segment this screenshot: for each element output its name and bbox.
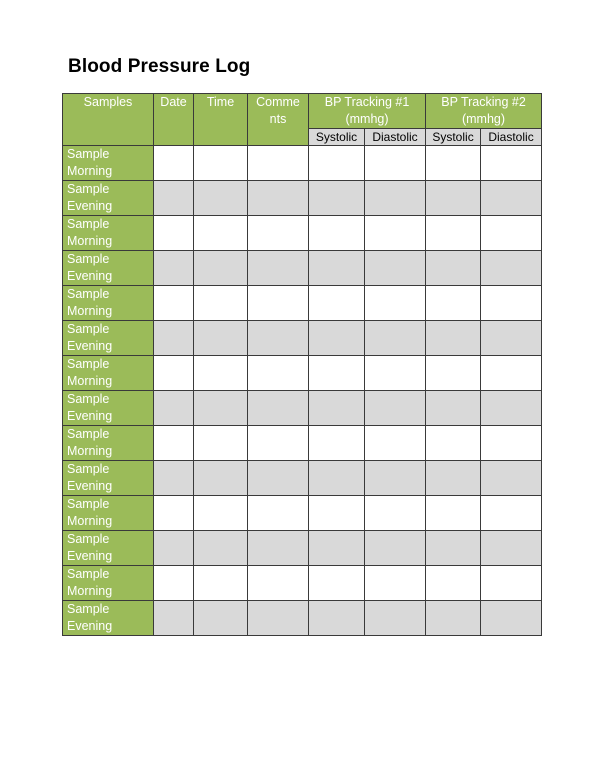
systolic-2-cell[interactable]: [426, 601, 481, 636]
sample-label-line1: Sample: [67, 322, 110, 336]
table-row: [63, 251, 542, 286]
sample-label-cell: [63, 461, 154, 496]
sample-label-line2: Evening: [67, 199, 113, 213]
comments-cell[interactable]: [248, 286, 309, 321]
comments-cell[interactable]: [248, 146, 309, 181]
date-cell[interactable]: [154, 601, 194, 636]
time-cell[interactable]: [194, 216, 248, 251]
date-cell[interactable]: [154, 426, 194, 461]
sample-label-line1: Sample: [67, 462, 110, 476]
sample-label-line1: Sample: [67, 182, 110, 196]
systolic-2-cell[interactable]: [426, 426, 481, 461]
sample-label-line2: Evening: [67, 409, 113, 423]
header-bp-tracking-1: [309, 94, 426, 129]
sample-label-line1: Sample: [67, 567, 110, 581]
systolic-1-cell[interactable]: [309, 251, 365, 286]
systolic-2-cell[interactable]: [426, 461, 481, 496]
sample-label-line2: Morning: [67, 304, 113, 318]
diastolic-2-cell[interactable]: [481, 531, 542, 566]
sample-label-line1: Sample: [67, 392, 110, 406]
comments-cell[interactable]: [248, 391, 309, 426]
table-row: [63, 601, 542, 636]
diastolic-1-cell[interactable]: [365, 426, 426, 461]
header-bp1-line2: (mmhg): [345, 112, 389, 126]
diastolic-2-cell[interactable]: [481, 286, 542, 321]
table-row: [63, 146, 542, 181]
log-body: [63, 146, 542, 636]
table-row: [63, 426, 542, 461]
header-samples: Samples: [63, 94, 154, 146]
header-bp-tracking-2: [426, 94, 542, 129]
sample-label-line2: Evening: [67, 479, 113, 493]
systolic-1-cell[interactable]: [309, 426, 365, 461]
comments-cell[interactable]: [248, 496, 309, 531]
systolic-2-cell[interactable]: [426, 566, 481, 601]
table-row: [63, 461, 542, 496]
sample-label-line2: Morning: [67, 444, 113, 458]
sample-label-cell: [63, 391, 154, 426]
systolic-2-cell[interactable]: [426, 251, 481, 286]
time-cell[interactable]: [194, 321, 248, 356]
header-bp2-line1: BP Tracking #2: [441, 95, 526, 109]
systolic-2-cell[interactable]: [426, 391, 481, 426]
systolic-1-cell[interactable]: [309, 321, 365, 356]
table-row: [63, 531, 542, 566]
comments-cell[interactable]: [248, 601, 309, 636]
header-comments: [248, 94, 309, 146]
sample-label-line2: Morning: [67, 164, 113, 178]
sample-label-cell: [63, 146, 154, 181]
header-bp2-line2: (mmhg): [461, 112, 506, 126]
time-cell[interactable]: [194, 356, 248, 391]
sample-label-line1: Sample: [67, 602, 110, 616]
systolic-1-cell[interactable]: [309, 181, 365, 216]
diastolic-1-cell[interactable]: [365, 216, 426, 251]
blood-pressure-table: [62, 93, 542, 636]
time-cell[interactable]: [194, 601, 248, 636]
sample-label-cell: [63, 426, 154, 461]
header-date: Date: [154, 94, 194, 146]
comments-cell[interactable]: [248, 531, 309, 566]
sample-label-line2: Evening: [67, 619, 113, 633]
date-cell[interactable]: [154, 356, 194, 391]
systolic-2-cell[interactable]: [426, 146, 481, 181]
sample-label-cell: [63, 181, 154, 216]
sample-label-line1: Sample: [67, 532, 110, 546]
sample-label-line2: Evening: [67, 339, 113, 353]
comments-cell[interactable]: [248, 356, 309, 391]
diastolic-2-cell[interactable]: [481, 356, 542, 391]
table-row: [63, 356, 542, 391]
systolic-2-cell[interactable]: [426, 286, 481, 321]
diastolic-1-cell[interactable]: [365, 181, 426, 216]
date-cell[interactable]: [154, 391, 194, 426]
diastolic-1-cell[interactable]: [365, 321, 426, 356]
time-cell[interactable]: [194, 531, 248, 566]
systolic-1-cell[interactable]: [309, 391, 365, 426]
date-cell[interactable]: [154, 181, 194, 216]
diastolic-2-cell[interactable]: [481, 496, 542, 531]
header-diastolic-2: Diastolic: [481, 129, 542, 146]
date-cell[interactable]: [154, 496, 194, 531]
comments-cell[interactable]: [248, 321, 309, 356]
sample-label-cell: [63, 496, 154, 531]
diastolic-1-cell[interactable]: [365, 601, 426, 636]
systolic-1-cell[interactable]: [309, 286, 365, 321]
systolic-2-cell[interactable]: [426, 321, 481, 356]
systolic-2-cell[interactable]: [426, 181, 481, 216]
sample-label-line2: Morning: [67, 514, 113, 528]
sample-label-line2: Evening: [67, 549, 113, 563]
sample-label-cell: [63, 566, 154, 601]
diastolic-2-cell[interactable]: [481, 146, 542, 181]
comments-cell[interactable]: [248, 216, 309, 251]
systolic-1-cell[interactable]: [309, 356, 365, 391]
header-diastolic-1: Diastolic: [365, 129, 426, 146]
systolic-2-cell[interactable]: [426, 496, 481, 531]
diastolic-1-cell[interactable]: [365, 531, 426, 566]
systolic-1-cell[interactable]: [309, 566, 365, 601]
sample-label-line2: Morning: [67, 234, 113, 248]
systolic-2-cell[interactable]: [426, 356, 481, 391]
time-cell[interactable]: [194, 286, 248, 321]
table-row: [63, 321, 542, 356]
header-time: Time: [194, 94, 248, 146]
date-cell[interactable]: [154, 146, 194, 181]
header-systolic-1: Systolic: [309, 129, 365, 146]
diastolic-1-cell[interactable]: [365, 356, 426, 391]
date-cell[interactable]: [154, 286, 194, 321]
systolic-1-cell[interactable]: [309, 216, 365, 251]
sample-label-cell: [63, 321, 154, 356]
sample-label-cell: [63, 251, 154, 286]
comments-cell[interactable]: [248, 181, 309, 216]
systolic-1-cell[interactable]: [309, 601, 365, 636]
diastolic-1-cell[interactable]: [365, 146, 426, 181]
table-row: [63, 286, 542, 321]
systolic-2-cell[interactable]: [426, 531, 481, 566]
time-cell[interactable]: [194, 461, 248, 496]
time-cell[interactable]: [194, 426, 248, 461]
header-systolic-2: Systolic: [426, 129, 481, 146]
diastolic-2-cell[interactable]: [481, 251, 542, 286]
header-comments-line2: nts: [269, 112, 287, 126]
sample-label-line1: Sample: [67, 497, 110, 511]
comments-cell[interactable]: [248, 251, 309, 286]
diastolic-2-cell[interactable]: [481, 181, 542, 216]
diastolic-1-cell[interactable]: [365, 496, 426, 531]
diastolic-2-cell[interactable]: [481, 426, 542, 461]
sample-label-cell: [63, 216, 154, 251]
time-cell[interactable]: [194, 391, 248, 426]
page-title: Blood Pressure Log: [68, 56, 251, 77]
diastolic-1-cell[interactable]: [365, 286, 426, 321]
diastolic-2-cell[interactable]: [481, 391, 542, 426]
systolic-1-cell[interactable]: [309, 461, 365, 496]
systolic-1-cell[interactable]: [309, 146, 365, 181]
sample-label-line1: Sample: [67, 287, 110, 301]
header-comments-line1: Comme: [256, 95, 300, 109]
sample-label-line1: Sample: [67, 217, 110, 231]
diastolic-2-cell[interactable]: [481, 216, 542, 251]
diastolic-1-cell[interactable]: [365, 566, 426, 601]
diastolic-1-cell[interactable]: [365, 391, 426, 426]
sample-label-line1: Sample: [67, 427, 110, 441]
diastolic-1-cell[interactable]: [365, 461, 426, 496]
time-cell[interactable]: [194, 251, 248, 286]
sample-label-line2: Morning: [67, 584, 113, 598]
systolic-2-cell[interactable]: [426, 216, 481, 251]
date-cell[interactable]: [154, 461, 194, 496]
header-bp1-line1: BP Tracking #1: [324, 95, 410, 109]
table-row: [63, 216, 542, 251]
comments-cell[interactable]: [248, 461, 309, 496]
sample-label-line2: Evening: [67, 269, 113, 283]
systolic-1-cell[interactable]: [309, 531, 365, 566]
diastolic-2-cell[interactable]: [481, 566, 542, 601]
systolic-1-cell[interactable]: [309, 496, 365, 531]
comments-cell[interactable]: [248, 426, 309, 461]
diastolic-2-cell[interactable]: [481, 461, 542, 496]
sample-label-cell: [63, 601, 154, 636]
date-cell[interactable]: [154, 216, 194, 251]
time-cell[interactable]: [194, 181, 248, 216]
sample-label-line2: Morning: [67, 374, 113, 388]
sample-label-line1: Sample: [67, 357, 110, 371]
sample-label-line1: Sample: [67, 147, 110, 161]
table-row: [63, 181, 542, 216]
sample-label-cell: [63, 531, 154, 566]
table-row: [63, 566, 542, 601]
diastolic-2-cell[interactable]: [481, 321, 542, 356]
table-row: [63, 391, 542, 426]
time-cell[interactable]: [194, 496, 248, 531]
sample-label-cell: [63, 286, 154, 321]
sample-label-line1: Sample: [67, 252, 110, 266]
date-cell[interactable]: [154, 531, 194, 566]
diastolic-2-cell[interactable]: [481, 601, 542, 636]
table-row: [63, 496, 542, 531]
date-cell[interactable]: [154, 321, 194, 356]
time-cell[interactable]: [194, 566, 248, 601]
comments-cell[interactable]: [248, 566, 309, 601]
diastolic-1-cell[interactable]: [365, 251, 426, 286]
time-cell[interactable]: [194, 146, 248, 181]
date-cell[interactable]: [154, 251, 194, 286]
date-cell[interactable]: [154, 566, 194, 601]
sample-label-cell: [63, 356, 154, 391]
